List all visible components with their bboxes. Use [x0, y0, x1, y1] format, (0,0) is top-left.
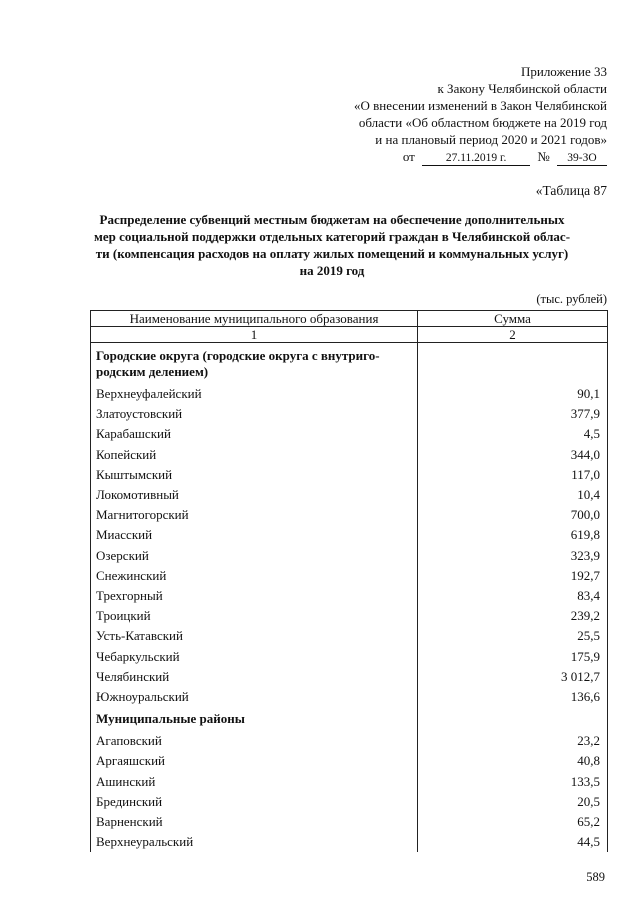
section-title-line: Муниципальные районы: [96, 711, 245, 727]
title-line: мер социальной поддержки отдельных категорий граждан в Челябинской облас-: [93, 229, 571, 244]
table-row: [91, 525, 608, 545]
table-row: [91, 445, 608, 465]
table-row: [91, 667, 608, 687]
appendix-line: Приложение 33: [520, 64, 607, 79]
units-label: (тыс. рублей): [536, 292, 607, 306]
amount-value: 239,2: [418, 606, 608, 626]
municipality-name: Южноуральский: [91, 687, 418, 707]
municipality-name: Брединский: [91, 792, 418, 812]
municipality-name: Чебаркульский: [91, 646, 418, 666]
title-line: ти (компенсация расходов на оплату жилых помещений и коммунальных услуг): [95, 246, 569, 261]
amount-value: 3 012,7: [418, 667, 608, 687]
title-line: Распределение субвенций местным бюджетам на обеспечение дополнительных: [99, 212, 565, 227]
table-row: [91, 404, 608, 424]
law-signature-line: [354, 148, 607, 166]
amount-value: 619,8: [418, 525, 608, 545]
amount-value: 133,5: [418, 772, 608, 792]
table-row: [91, 424, 608, 444]
amount-value: 40,8: [418, 751, 608, 771]
appendix-header: [354, 63, 607, 166]
table-row: [91, 751, 608, 771]
amount-value: 44,5: [418, 832, 608, 852]
table-label: «Таблица 87: [535, 183, 607, 198]
municipality-name: Локомотивный: [91, 485, 418, 505]
municipality-name: Аргаяшский: [91, 751, 418, 771]
municipality-name: Ашинский: [91, 772, 418, 792]
table-row: [91, 812, 608, 832]
amount-value: 65,2: [418, 812, 608, 832]
section-value-cell: [418, 343, 608, 385]
municipality-name: Варненский: [91, 812, 418, 832]
subsidy-table: [90, 310, 608, 852]
table-header-row: [91, 311, 608, 327]
table-row: [91, 772, 608, 792]
amount-value: 83,4: [418, 586, 608, 606]
column-header-name: Наименование муниципального образования: [91, 311, 418, 327]
table-row: [91, 606, 608, 626]
law-number: 39-ЗО: [557, 152, 607, 166]
table-row: [91, 485, 608, 505]
municipality-name: Верхнеуральский: [91, 832, 418, 852]
municipality-name: Снежинский: [91, 566, 418, 586]
municipality-name: Карабашский: [91, 424, 418, 444]
amount-value: 323,9: [418, 546, 608, 566]
amount-value: 90,1: [418, 384, 608, 404]
amount-value: 10,4: [418, 485, 608, 505]
table-row: [91, 586, 608, 606]
municipality-name: Озерский: [91, 546, 418, 566]
section-row: [91, 343, 608, 385]
law-date: 27.11.2019 г.: [422, 152, 530, 166]
municipality-name: Копейский: [91, 445, 418, 465]
municipality-name: Усть-Катавский: [91, 626, 418, 646]
table-row: [91, 505, 608, 525]
table-row: [91, 384, 608, 404]
amount-value: 700,0: [418, 505, 608, 525]
document-title: [82, 211, 582, 279]
column-header-sum: Сумма: [418, 311, 608, 327]
section-row: [91, 707, 608, 731]
appendix-line: и на плановый период 2020 и 2021 годов»: [375, 132, 607, 147]
column-number-1: 1: [91, 327, 418, 343]
municipality-name: Кыштымский: [91, 465, 418, 485]
appendix-line: «О внесении изменений в Закон Челябинской: [353, 98, 607, 113]
amount-value: 20,5: [418, 792, 608, 812]
table-row: [91, 687, 608, 707]
column-number-2: 2: [418, 327, 608, 343]
table-row: [91, 465, 608, 485]
amount-value: 344,0: [418, 445, 608, 465]
section-value-cell: [418, 707, 608, 731]
amount-value: 136,6: [418, 687, 608, 707]
table-header-numbers-row: [91, 327, 608, 343]
municipality-name: Троицкий: [91, 606, 418, 626]
amount-value: 4,5: [418, 424, 608, 444]
table-row: [91, 792, 608, 812]
table-row: [91, 626, 608, 646]
municipality-name: Челябинский: [91, 667, 418, 687]
table-row: [91, 731, 608, 751]
title-line: на 2019 год: [299, 263, 365, 278]
municipality-name: Агаповский: [91, 731, 418, 751]
table-row: [91, 566, 608, 586]
municipality-name: Миасский: [91, 525, 418, 545]
section-title-line: родским делением): [96, 363, 209, 379]
amount-value: 377,9: [418, 404, 608, 424]
section-title: [91, 707, 418, 731]
section-title: [91, 343, 418, 385]
number-prefix: №: [537, 149, 550, 164]
table-row: [91, 546, 608, 566]
table-body: [91, 343, 608, 853]
municipality-name: Магнитогорский: [91, 505, 418, 525]
section-title-line: Городские округа (городские округа с внутриго-: [96, 347, 380, 363]
municipality-name: Верхнеуфалейский: [91, 384, 418, 404]
amount-value: 117,0: [418, 465, 608, 485]
amount-value: 175,9: [418, 646, 608, 666]
municipality-name: Златоустовский: [91, 404, 418, 424]
municipality-name: Трехгорный: [91, 586, 418, 606]
table-row: [91, 832, 608, 852]
appendix-line: к Закону Челябинской области: [437, 81, 607, 96]
amount-value: 23,2: [418, 731, 608, 751]
date-prefix: от: [402, 149, 415, 164]
table-row: [91, 646, 608, 666]
appendix-line: области «Об областном бюджете на 2019 год: [358, 115, 607, 130]
page-number: 589: [586, 870, 605, 884]
amount-value: 192,7: [418, 566, 608, 586]
amount-value: 25,5: [418, 626, 608, 646]
